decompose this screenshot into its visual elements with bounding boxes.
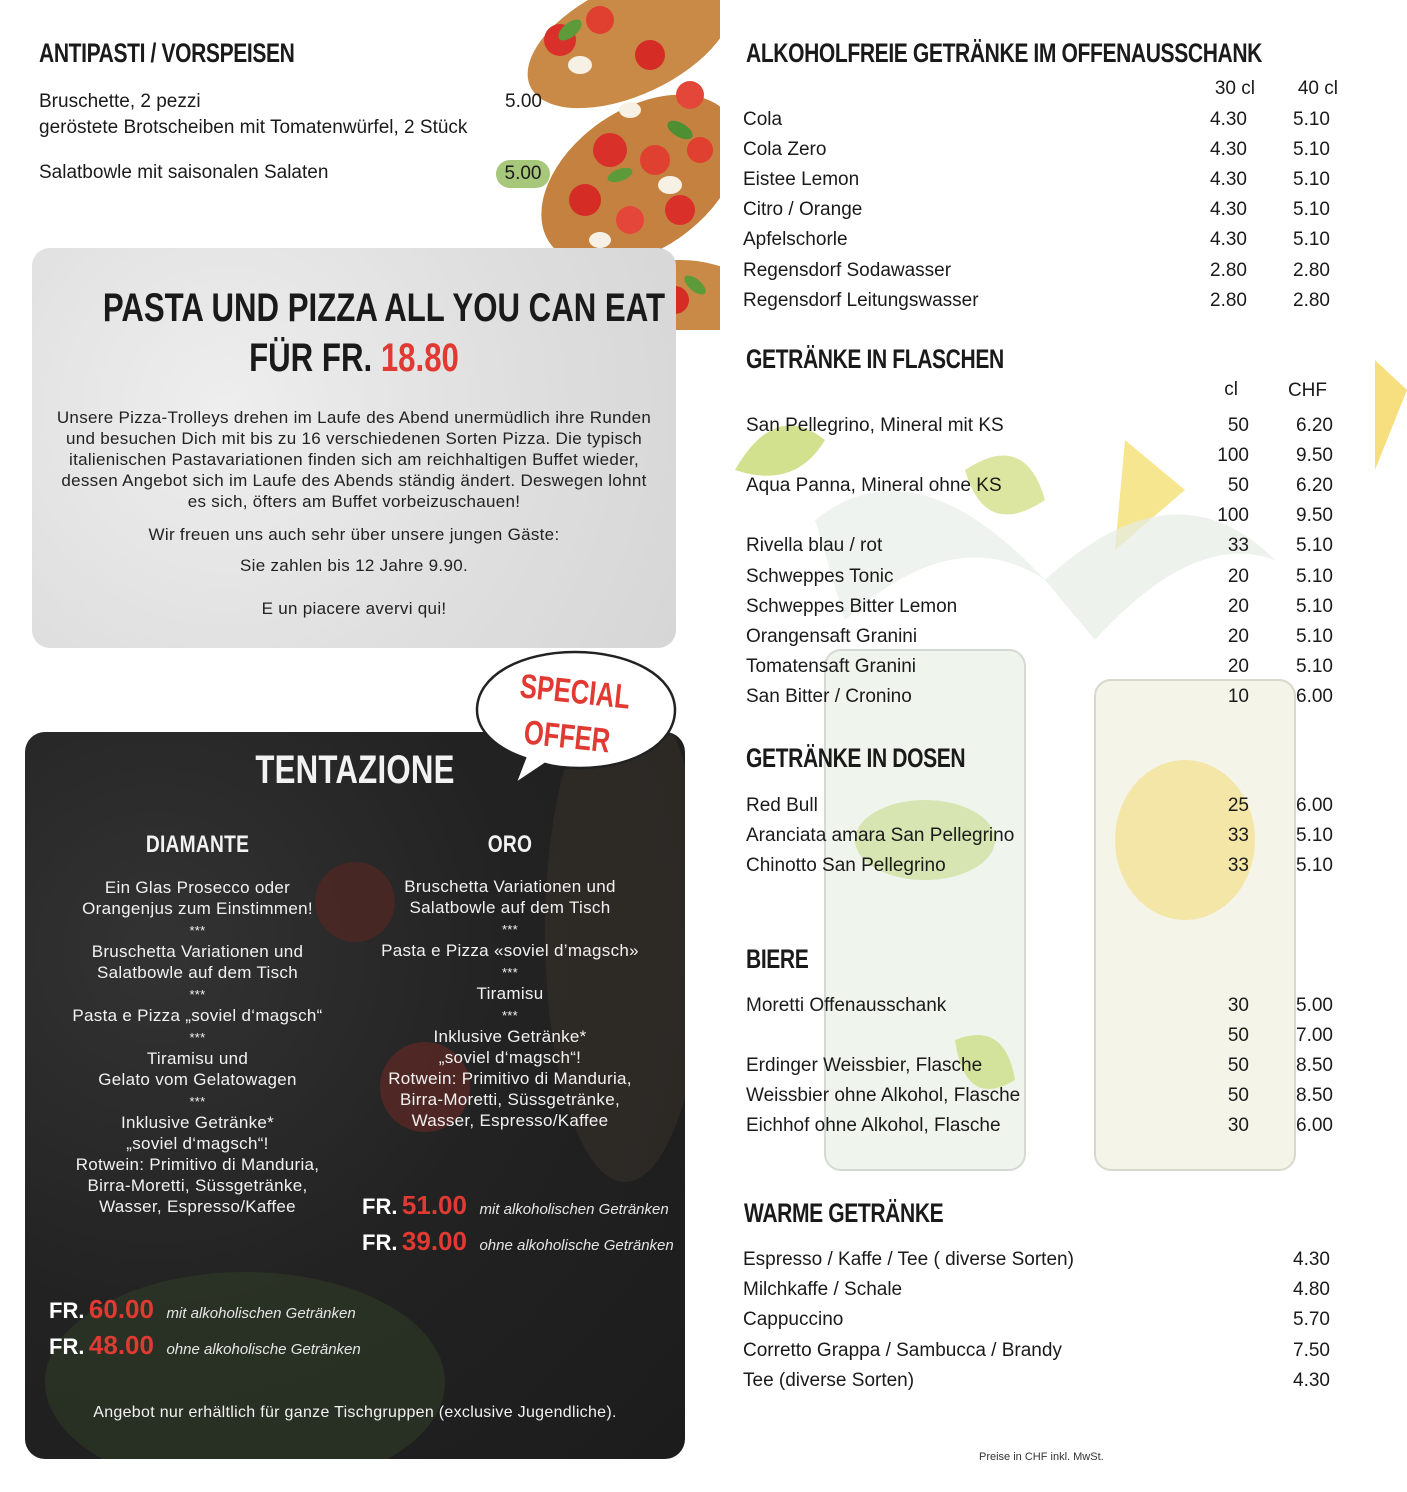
menu-line: Bruschetta Variationen und — [91, 942, 304, 961]
pasta-closing: E un piacere avervi qui! — [261, 599, 447, 618]
drink-name: Schweppes Bitter Lemon — [746, 595, 958, 617]
drink-volume-cl: 100 — [1217, 445, 1249, 467]
drink-name: San Bitter / Cronino — [746, 685, 912, 707]
tentazione-box — [25, 732, 685, 1459]
price-amount: 39.00 — [401, 1226, 467, 1256]
tentazione-footnote: Angebot nur erhältlich für ganze Tischgruppen (exclusive Jugendliche). — [93, 1404, 617, 1421]
special-offer-line1: SPECIAL — [518, 667, 632, 717]
drink-price-chf: 5.70 — [1293, 1309, 1330, 1331]
drink-price-chf: 4.80 — [1293, 1279, 1330, 1301]
drink-name: Red Bull — [746, 795, 818, 816]
drink-name: Orangensaft Granini — [746, 625, 918, 647]
flaschen-title: GETRÄNKE IN FLASCHEN — [746, 344, 1004, 374]
drink-name: Cola — [743, 109, 783, 130]
price-note: ohne alkoholische Getränken — [479, 1237, 674, 1254]
oro-title: ORO — [487, 831, 533, 858]
drink-name: Erdinger Weissbier, Flasche — [746, 1055, 983, 1077]
drink-price-30cl: 4.30 — [1210, 169, 1247, 191]
drink-price-30cl: 4.30 — [1210, 109, 1247, 130]
oro-price-no-alcohol — [362, 1226, 674, 1257]
footer-note: Preise in CHF inkl. MwSt. — [979, 1451, 1104, 1463]
drink-price-chf: 5.10 — [1296, 855, 1333, 877]
menu-separator: *** — [501, 965, 519, 980]
menu-separator: *** — [501, 922, 519, 937]
menu-line: Inklusive Getränke* — [120, 1113, 275, 1132]
drink-volume-cl: 20 — [1227, 565, 1249, 587]
drink-volume-cl: 100 — [1217, 505, 1249, 527]
drink-volume-cl: 50 — [1227, 1025, 1249, 1047]
diamante-title: DIAMANTE — [145, 831, 250, 858]
menu-line: Wasser, Espresso/Kaffee — [411, 1111, 609, 1130]
drink-name: Regensdorf Sodawasser — [743, 259, 952, 281]
menu-line: Tiramisu und — [146, 1049, 249, 1068]
diamante-price-no-alcohol — [49, 1330, 361, 1361]
drink-price-30cl: 4.30 — [1210, 139, 1247, 161]
price-note: mit alkoholischen Getränken — [166, 1305, 356, 1322]
menu-line: Inklusive Getränke* — [433, 1027, 587, 1046]
antipasti-title: ANTIPASTI / VORSPEISEN — [39, 38, 295, 68]
antipasti-item-price: 5.00 — [505, 91, 542, 112]
drink-volume-cl: 33 — [1227, 855, 1249, 877]
drink-name: Espresso / Kaffe / Tee ( diverse Sorten) — [743, 1249, 1074, 1270]
drink-name: Tee (diverse Sorten) — [743, 1369, 915, 1391]
oro-menu — [360, 876, 660, 1131]
special-offer-bubble — [475, 648, 680, 788]
drink-price-chf: 5.00 — [1296, 995, 1333, 1016]
menu-line: Salatbowle auf dem Tisch — [409, 898, 611, 917]
pasta-pizza-box — [32, 248, 676, 648]
drink-name: Cappuccino — [743, 1309, 844, 1331]
drink-price-chf: 6.20 — [1296, 415, 1333, 436]
drink-name: Eichhof ohne Alkohol, Flasche — [746, 1115, 1001, 1137]
price-prefix: FR. — [49, 1298, 85, 1323]
antipasti-item-price: 5.00 — [496, 160, 550, 188]
drink-price-40cl: 5.10 — [1293, 199, 1330, 221]
drink-volume-cl: 33 — [1227, 535, 1249, 557]
drink-price-chf: 5.10 — [1296, 535, 1333, 557]
drink-price-40cl: 2.80 — [1293, 259, 1330, 281]
drink-volume-cl: 30 — [1227, 995, 1249, 1016]
menu-line: „soviel d‘magsch“! — [126, 1134, 269, 1153]
drink-price-chf: 6.00 — [1296, 685, 1333, 707]
drink-name: Schweppes Tonic — [746, 565, 894, 587]
offen-title: ALKOHOLFREIE GETRÄNKE IM OFFENAUSSCHANK — [746, 38, 1262, 68]
drink-name: Chinotto San Pellegrino — [746, 855, 946, 877]
drink-volume-cl: 50 — [1227, 1085, 1249, 1107]
drink-price-chf: 4.30 — [1293, 1369, 1330, 1391]
drink-name: San Pellegrino, Mineral mit KS — [746, 415, 1004, 436]
drink-name: Corretto Grappa / Sambucca / Brandy — [743, 1339, 1062, 1361]
menu-line: Tiramisu — [476, 984, 544, 1003]
drink-price-40cl: 5.10 — [1293, 139, 1330, 161]
price-prefix: FR. — [49, 1334, 85, 1359]
biere-title: BIERE — [746, 944, 809, 974]
drink-volume-cl: 20 — [1227, 625, 1249, 647]
menu-separator: *** — [501, 1008, 519, 1023]
drink-price-chf: 5.10 — [1296, 595, 1333, 617]
diamante-menu — [45, 877, 350, 1217]
drink-price-30cl: 4.30 — [1210, 199, 1247, 221]
tentazione-title: TENTAZIONE — [255, 748, 455, 792]
drink-name: Apfelschorle — [743, 229, 848, 251]
special-offer-line2: OFFER — [522, 713, 613, 761]
price-note: mit alkoholischen Getränken — [479, 1201, 669, 1218]
drink-volume-cl: 20 — [1227, 595, 1249, 617]
antipasti-item-name: Salatbowle mit saisonalen Salaten — [39, 162, 329, 183]
flaschen-col2-header: CHF — [1287, 380, 1327, 401]
drink-price-30cl: 2.80 — [1210, 259, 1247, 281]
oro-price-alcohol — [362, 1190, 669, 1221]
drink-price-chf: 9.50 — [1296, 505, 1333, 527]
drink-volume-cl: 33 — [1227, 825, 1249, 847]
drink-price-chf: 7.00 — [1296, 1025, 1333, 1047]
pasta-price: 18.80 — [380, 336, 459, 380]
pasta-title: PASTA UND PIZZA ALL YOU CAN EAT — [102, 286, 666, 330]
drink-name: Eistee Lemon — [743, 169, 860, 191]
menu-line: Gelato vom Gelatowagen — [98, 1070, 297, 1089]
drink-price-chf: 4.30 — [1293, 1249, 1330, 1270]
menu-separator: *** — [189, 1030, 206, 1045]
pasta-price-prefix: FÜR FR. — [249, 336, 373, 380]
drink-price-chf: 6.00 — [1296, 1115, 1333, 1137]
diamante-price-alcohol — [49, 1294, 356, 1325]
drink-price-chf: 9.50 — [1296, 445, 1333, 467]
drink-name: Tomatensaft Granini — [746, 655, 917, 677]
drink-name: Rivella blau / rot — [746, 535, 883, 557]
flaschen-col1-header: cl — [1224, 379, 1238, 400]
drink-name: Aranciata amara San Pellegrino — [746, 825, 1015, 847]
menu-line: „soviel d‘magsch“! — [438, 1048, 582, 1067]
offen-col2-header: 40 cl — [1297, 78, 1338, 99]
pasta-description: Unsere Pizza-Trolleys drehen im Laufe des Abend unermüdlich ihre Runden und besuchen Dich mit bis zu 16 verschiedenen Sorten Pizza. Die typisch italienischen Pastavariationen finden sich am reichhaltigen Buffet wieder, dessen Angebot sich im Laufe des Abends ständig ändert. Deswegen lohnt es sich, öfters am Buffet vorbeizuschauen! — [56, 408, 652, 511]
warme-title: WARME GETRÄNKE — [744, 1198, 944, 1228]
drink-volume-cl: 25 — [1227, 795, 1249, 816]
drink-price-30cl: 4.30 — [1210, 229, 1247, 251]
pasta-kids-price: Sie zahlen bis 12 Jahre 9.90. — [240, 556, 468, 575]
drink-volume-cl: 30 — [1227, 1115, 1249, 1137]
drink-price-40cl: 5.10 — [1293, 109, 1330, 130]
drink-name: Milchkaffe / Schale — [743, 1279, 903, 1301]
drink-name: Moretti Offenausschank — [746, 995, 947, 1016]
menu-separator: *** — [189, 923, 206, 938]
menu-line: Rotwein: Primitivo di Manduria, — [388, 1069, 632, 1088]
drink-price-40cl: 5.10 — [1293, 229, 1330, 251]
drink-price-40cl: 2.80 — [1293, 289, 1330, 311]
menu-line: Rotwein: Primitivo di Manduria, — [75, 1155, 320, 1174]
drink-price-chf: 5.10 — [1296, 625, 1333, 647]
drink-price-chf: 8.50 — [1296, 1085, 1333, 1107]
drink-price-chf: 5.10 — [1296, 655, 1333, 677]
drink-price-30cl: 2.80 — [1210, 289, 1247, 311]
menu-line: Salatbowle auf dem Tisch — [97, 963, 298, 982]
menu-line: Pasta e Pizza „soviel d‘magsch“ — [72, 1006, 323, 1025]
drink-price-chf: 5.10 — [1296, 565, 1333, 587]
drink-name: Regensdorf Leitungswasser — [743, 289, 979, 311]
menu-line: Ein Glas Prosecco oder — [104, 878, 291, 897]
drink-volume-cl: 50 — [1227, 415, 1249, 436]
drink-price-40cl: 5.10 — [1293, 169, 1330, 191]
drink-name: Citro / Orange — [743, 199, 863, 221]
menu-line: Wasser, Espresso/Kaffee — [99, 1197, 296, 1216]
drink-price-chf: 5.10 — [1296, 825, 1333, 847]
drink-volume-cl: 20 — [1227, 655, 1249, 677]
menu-line: Birra-Moretti, Süssgetränke, — [399, 1090, 621, 1109]
pasta-price-line — [103, 336, 605, 381]
antipasti-item-desc: geröstete Brotscheiben mit Tomatenwürfel, 2 Stück — [39, 117, 468, 138]
antipasti-item-name: Bruschette, 2 pezzi — [39, 91, 201, 112]
drink-name: Aqua Panna, Mineral ohne KS — [746, 475, 1002, 497]
offen-col1-header: 30 cl — [1214, 78, 1255, 99]
price-amount: 48.00 — [88, 1330, 154, 1360]
menu-line: Bruschetta Variationen und — [404, 877, 616, 896]
price-prefix: FR. — [362, 1230, 398, 1255]
drink-price-chf: 7.50 — [1293, 1339, 1330, 1361]
price-amount: 60.00 — [88, 1294, 154, 1324]
menu-line: Birra-Moretti, Süssgetränke, — [87, 1176, 308, 1195]
menu-separator: *** — [189, 987, 206, 1002]
drink-volume-cl: 50 — [1227, 475, 1249, 497]
price-note: ohne alkoholische Getränken — [166, 1341, 361, 1358]
pasta-kids-intro: Wir freuen uns auch sehr über unsere jungen Gäste: — [148, 525, 560, 544]
drink-name: Weissbier ohne Alkohol, Flasche — [746, 1085, 1021, 1107]
price-amount: 51.00 — [401, 1190, 467, 1220]
menu-separator: *** — [189, 1094, 206, 1109]
dosen-title: GETRÄNKE IN DOSEN — [746, 743, 966, 773]
drink-volume-cl: 10 — [1227, 685, 1249, 707]
menu-line: Orangenjus zum Einstimmen! — [82, 899, 313, 918]
price-prefix: FR. — [362, 1194, 398, 1219]
menu-line: Pasta e Pizza «soviel d’magsch» — [381, 941, 639, 960]
drink-price-chf: 6.20 — [1296, 475, 1333, 497]
drink-price-chf: 8.50 — [1296, 1055, 1333, 1077]
drink-price-chf: 6.00 — [1296, 795, 1333, 816]
drink-name: Cola Zero — [743, 139, 827, 161]
drink-volume-cl: 50 — [1227, 1055, 1249, 1077]
